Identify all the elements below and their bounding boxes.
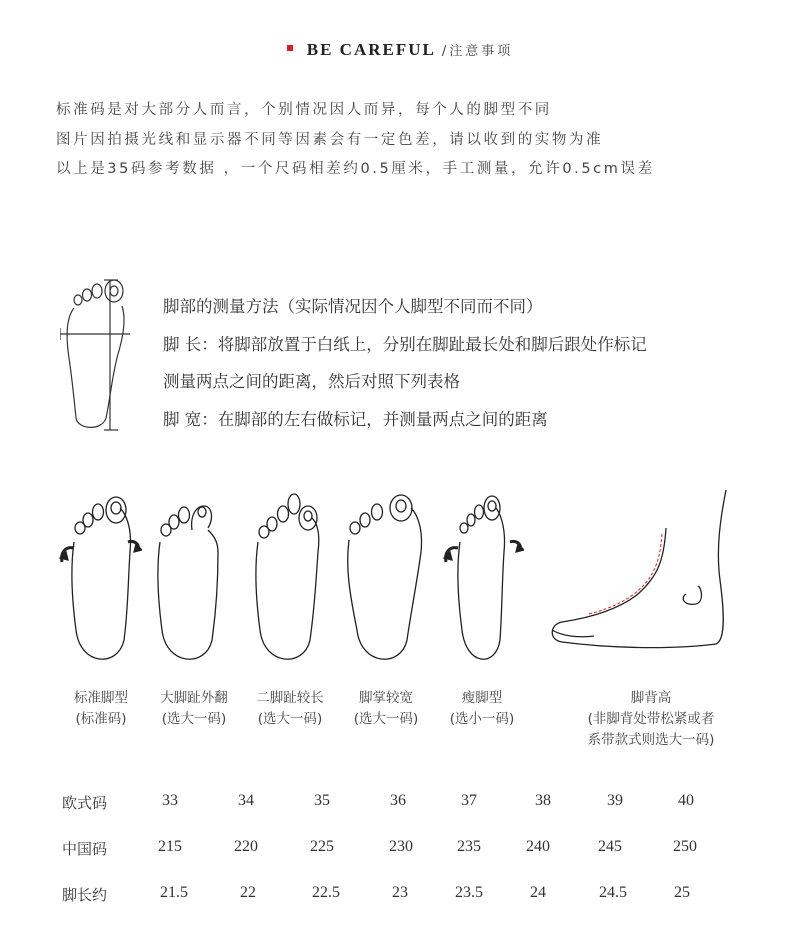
table-cell: 250 [673,838,697,855]
standard-foot-icon [58,490,142,670]
foot-type-label [146,688,242,730]
red-square-icon [287,45,293,51]
table-cell: 37 [461,792,477,809]
foot-type-name: 脚背高 [630,690,672,706]
foot-type-name: 瘦脚型 [461,690,503,706]
high-instep-foot-icon [548,490,738,660]
measure-line: 测量两点之间的距离，然后对照下列表格 [163,372,460,391]
table-cell: 215 [158,838,182,855]
foot-type-label [434,688,530,730]
table-cell: 22.5 [312,884,340,901]
table-cell: 35 [314,792,330,809]
table-cell: 24 [530,884,546,901]
measure-instructions [163,288,647,438]
foot-type-label [338,688,434,730]
foot-type-name: 大脚趾外翻 [160,690,228,706]
header-title-zh: /注意事项 [441,44,514,59]
table-cell: 38 [535,792,551,809]
row-label: 中国码 [62,840,108,858]
foot-type-advice: (选小一码) [449,711,515,727]
note-line: 以上是35码参考数据 ，一个尺码相差约0.5厘米，手工测量，允许0.5cm误差 [56,161,655,177]
table-cell: 34 [238,792,254,809]
wide-foot-icon [345,490,425,670]
table-cell: 225 [310,838,334,855]
foot-type-advice: (标准码) [75,711,127,727]
slim-foot-icon [440,490,524,670]
note-line: 标准码是对大部分人而言，个别情况因人而异，每个人的脚型不同 [56,102,552,118]
table-row [0,884,800,908]
row-label: 欧式码 [62,794,108,812]
bunion-foot-icon [152,490,228,670]
header-title-en: BE CAREFUL [306,40,436,59]
table-cell: 23 [392,884,408,901]
foot-type-advice: (选大一码) [257,711,323,727]
table-cell: 240 [526,838,550,855]
foot-type-advice: (选大一码) [353,711,419,727]
table-cell: 220 [234,838,258,855]
foot-type-advice: 系带款式则选大一码) [587,732,715,748]
table-cell: 245 [598,838,622,855]
table-cell: 230 [389,838,413,855]
table-cell: 235 [457,838,481,855]
foot-type-advice: (非脚背处带松紧或者 [587,711,715,727]
long-second-toe-foot-icon [250,490,326,670]
table-row [0,838,800,862]
notes-block [56,96,655,185]
measure-line: 脚 长：将脚部放置于白纸上，分别在脚趾最长处和脚后跟处作标记 [163,334,647,354]
foot-type-name: 二脚趾较长 [256,690,324,706]
foot-type-name: 脚掌较宽 [359,690,413,706]
foot-type-label [556,688,746,751]
table-cell: 22 [240,884,256,901]
table-cell: 21.5 [160,884,188,901]
table-cell: 36 [390,792,406,809]
table-cell: 25 [674,884,690,901]
table-cell: 23.5 [455,884,483,901]
foot-type-label [60,688,142,730]
table-row [0,792,800,816]
table-cell: 39 [607,792,623,809]
table-cell: 40 [678,792,694,809]
row-label: 脚长约 [62,886,108,904]
page-header [0,40,800,60]
foot-type-advice: (选大一码) [161,711,227,727]
foot-type-name: 标准脚型 [74,690,128,706]
measure-line: 脚部的测量方法（实际情况因个人脚型不同而不同） [163,297,543,316]
foot-type-label [242,688,338,730]
note-line: 图片因拍摄光线和显示器不同等因素会有一定色差，请以收到的实物为准 [56,131,604,148]
measure-line: 脚 宽：在脚部的左右做标记，并测量两点之间的距离 [163,409,548,429]
table-cell: 24.5 [599,884,627,901]
foot-types-row [0,490,800,680]
table-cell: 33 [162,792,178,809]
foot-measure-illustration [60,278,130,438]
